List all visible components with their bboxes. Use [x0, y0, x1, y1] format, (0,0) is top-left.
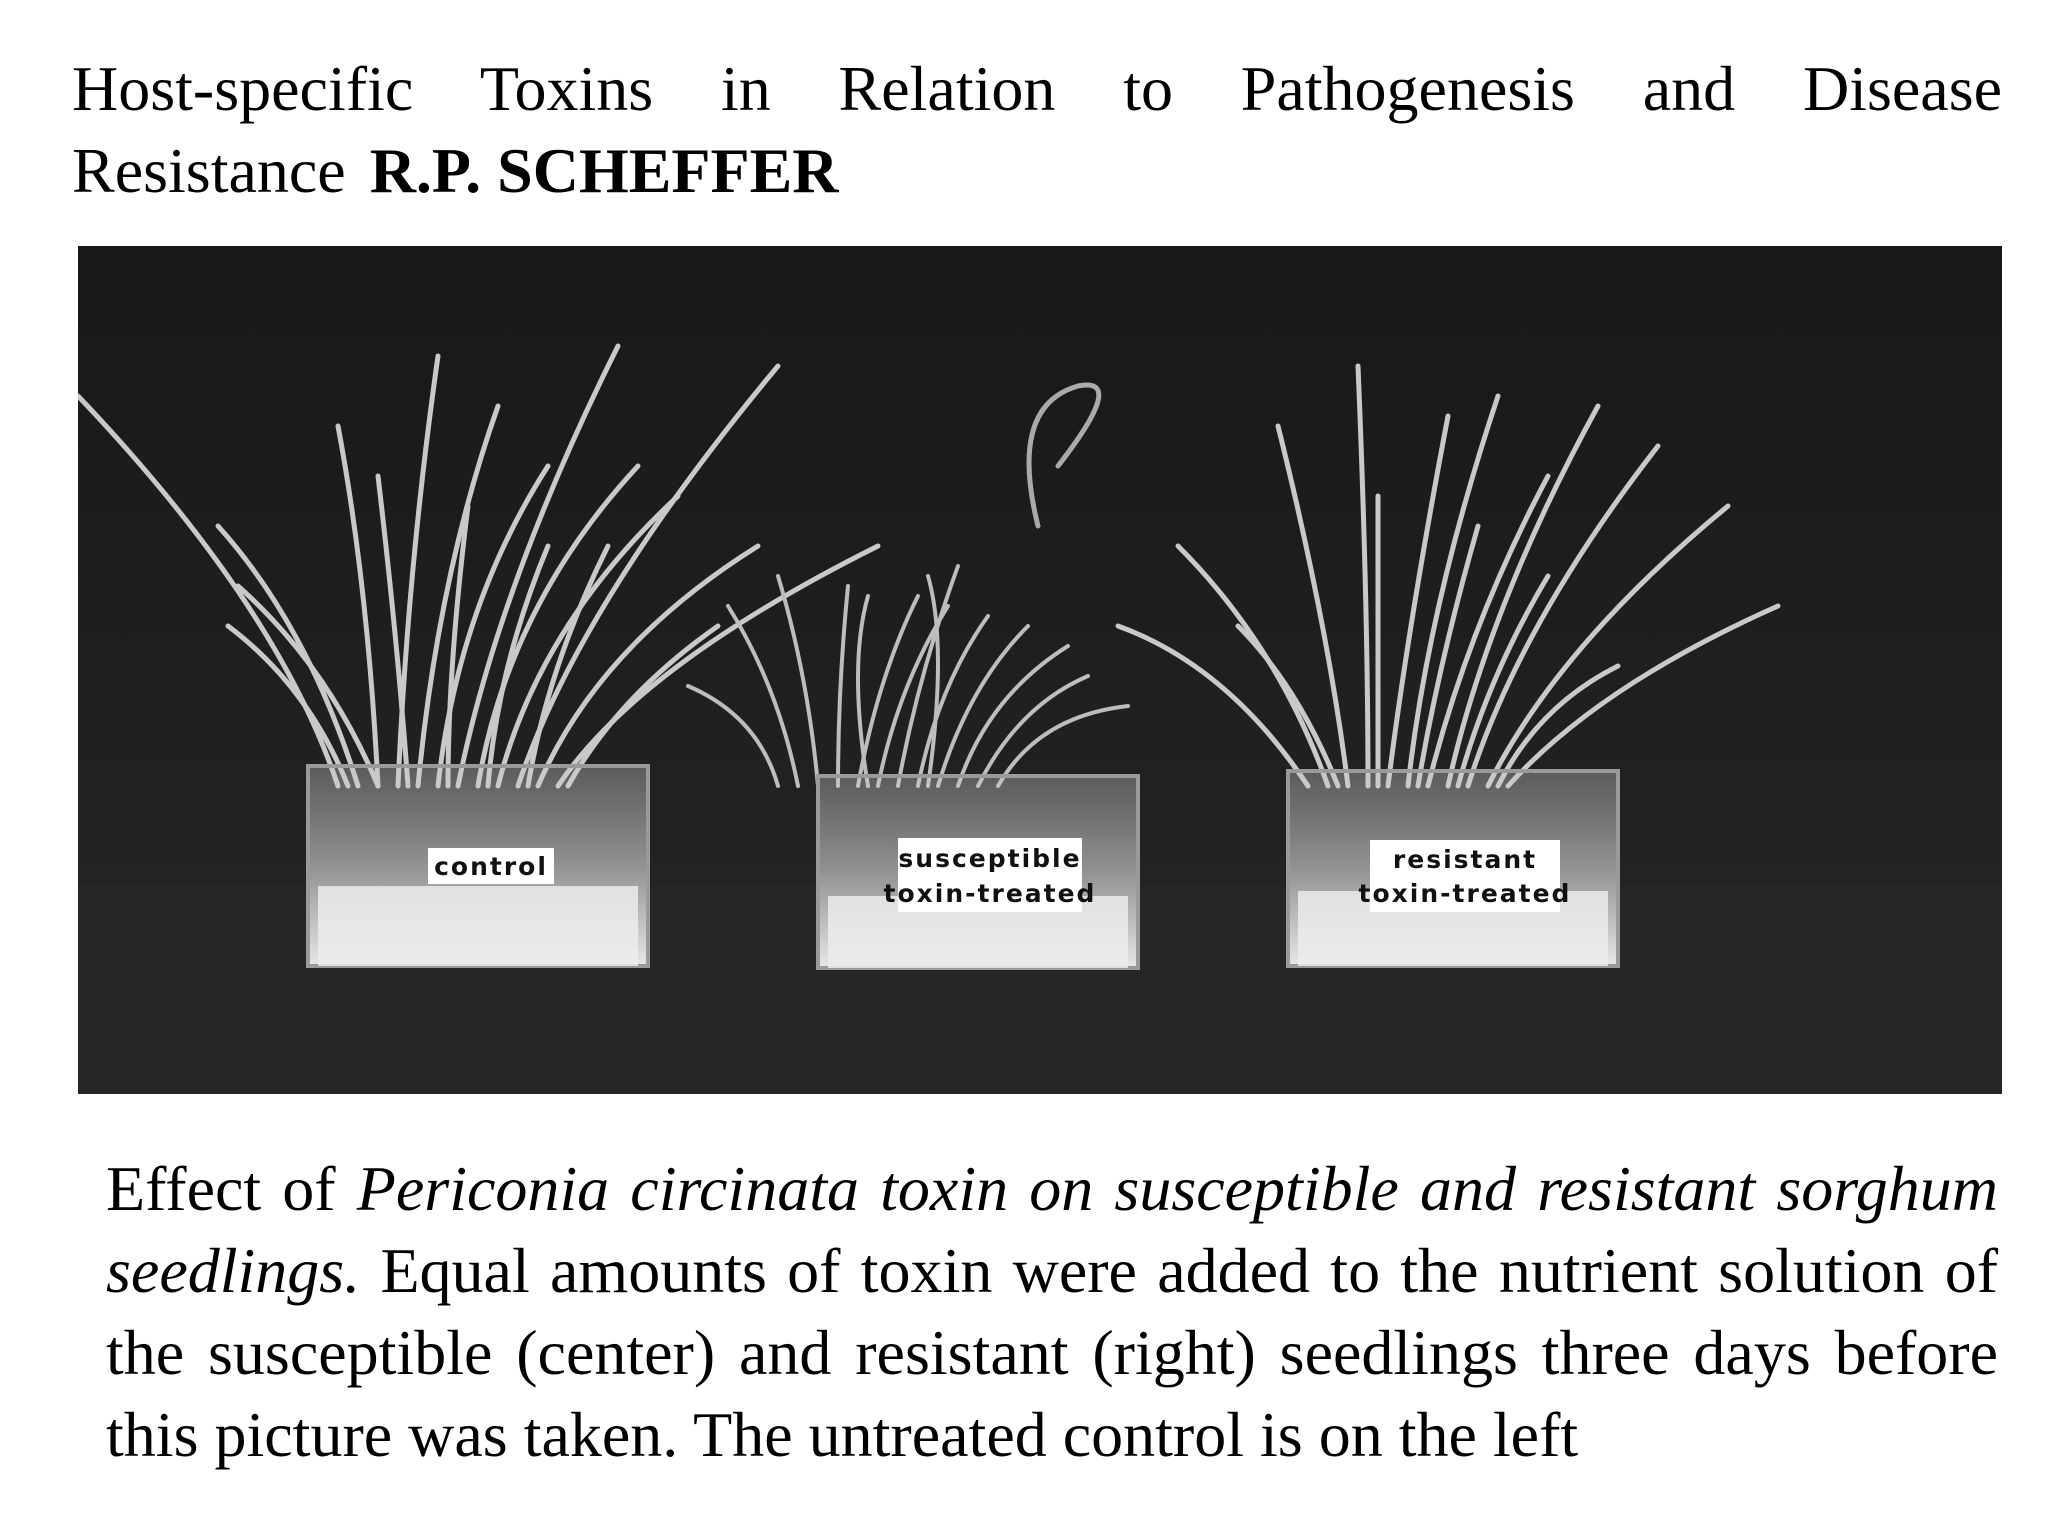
label-control: control	[434, 852, 548, 881]
jar-susceptible	[818, 776, 1138, 968]
photo-illustration	[78, 246, 2002, 1094]
label-resistant-treated: toxin-treated	[1358, 879, 1572, 908]
seedling-photograph	[78, 246, 2002, 1094]
jar-control	[308, 766, 648, 966]
jar-resistant	[1288, 771, 1618, 966]
caption-body: Equal amounts of toxin were added to the nutrient solution of the susceptible (center) and resistant (right) seedlings three days before this picture was taken. The untreated control is on the left	[106, 1235, 1998, 1470]
label-susceptible-treated: toxin-treated	[883, 879, 1097, 908]
title-text: Host-specific Toxins in Relation to Pathogenesis and Disease Resistance	[72, 53, 2002, 206]
document-title	[72, 48, 2002, 212]
figure-caption	[106, 1148, 1998, 1476]
label-susceptible: susceptible	[898, 844, 1082, 873]
author-name: R.P. SCHEFFER	[369, 135, 839, 206]
caption-italic: Periconia circinata toxin on susceptible and resistant sorghum seedlings.	[106, 1153, 1999, 1306]
label-resistant: resistant	[1392, 845, 1538, 874]
caption-lead: Effect of	[106, 1153, 357, 1224]
